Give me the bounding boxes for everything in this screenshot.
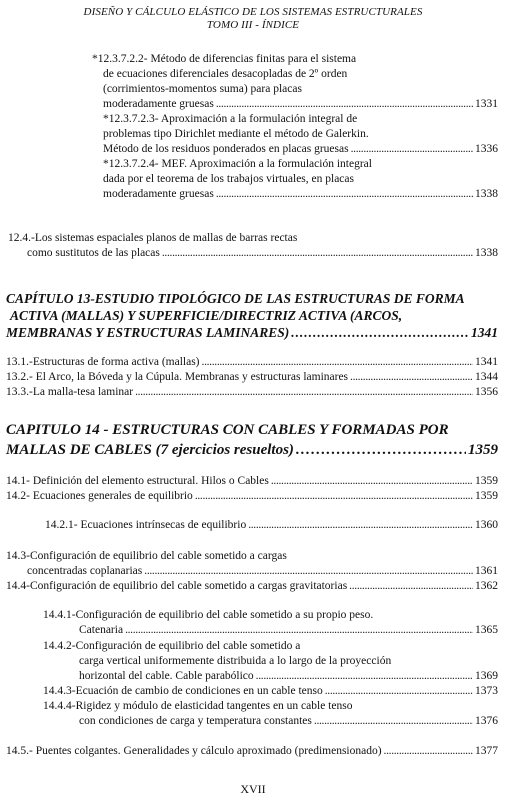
toc-page-number: 1359 <box>475 490 498 502</box>
footer-page-number: XVII <box>240 782 266 796</box>
leader-dots <box>135 385 473 399</box>
chapter-title: MALLAS DE CABLES (7 ejercicios resueltos) <box>6 442 294 458</box>
toc-page-number: 1369 <box>475 670 498 682</box>
leader-dots <box>349 579 473 593</box>
toc-entry-text: 14.2.1- Ecuaciones intrínsecas de equilibrio <box>45 519 247 531</box>
toc-entry-text: 13.3.-La malla-tesa laminar <box>6 386 134 398</box>
toc-entry-text: 14.3-Configuración de equilibrio del cable sometido a cargas <box>6 550 287 562</box>
toc-entry-text: dada por el teorema de los trabajos virtuales, en placas <box>103 173 354 185</box>
leader-dots <box>216 187 473 201</box>
leader-dots <box>256 669 473 683</box>
toc-entry <box>43 684 498 698</box>
toc-entry-text: 14.5.- Puentes colgantes. Generalidades y cálculo aproximado (predimensionado) <box>6 745 382 757</box>
toc-entry-text: Método de los residuos ponderados en placas gruesas <box>103 143 349 155</box>
toc-entry-text: *12.3.7.2.3- Aproximación a la formulación integral de <box>103 113 358 125</box>
toc-page-number: 1338 <box>475 188 498 200</box>
toc-entry-text: 13.1.-Estructuras de forma activa (mallas) <box>6 356 200 368</box>
toc-entry <box>6 579 498 593</box>
toc-page-number: 1341 <box>475 356 498 368</box>
leader-dots <box>325 684 473 698</box>
chapter-title: CAPÍTULO 13-ESTUDIO TIPOLÓGICO DE LAS ESTRUCTURAS DE FORMA <box>6 291 465 306</box>
toc-page-number: 1376 <box>475 715 498 727</box>
toc-page-number: 1338 <box>475 247 498 259</box>
header-title: DISEÑO Y CÁLCULO ELÁSTICO DE LOS SISTEMAS ESTRUCTURALES <box>83 6 423 18</box>
chapter-title: CAPITULO 14 - ESTRUCTURAS CON CABLES Y FORMADAS POR <box>6 422 449 438</box>
toc-page-number: 1336 <box>475 143 498 155</box>
toc-page-number: 1361 <box>475 565 498 577</box>
leader-dots <box>384 744 473 758</box>
toc-page-number: 1356 <box>475 386 498 398</box>
toc-entry <box>6 744 498 758</box>
toc-entry <box>6 370 498 384</box>
toc-page-number: 1373 <box>475 685 498 697</box>
toc-entry-text: (corrimientos-momentos suma) para placas <box>103 83 302 95</box>
leader-dots <box>202 355 473 369</box>
toc-entry-text: de ecuaciones diferenciales desacopladas de 2º orden <box>103 68 348 80</box>
toc-entry-text: problemas tipo Dirichlet mediante el método de Galerkin. <box>103 128 369 140</box>
toc-page-number: 1341 <box>471 325 498 340</box>
toc-entry <box>6 489 498 503</box>
toc-page-number: 1344 <box>475 371 498 383</box>
leader-dots <box>144 564 473 578</box>
leader-dots <box>296 441 466 459</box>
toc-entry-text: 14.4.2-Configuración de equilibrio del cable sometido a <box>43 640 301 652</box>
toc-entry-text: carga vertical uniformemente distribuida a lo largo de la proyección <box>79 655 392 667</box>
toc-page-number: 1377 <box>475 745 498 757</box>
toc-page-number: 1331 <box>475 98 498 110</box>
toc-entry-text: horizontal del cable. Cable parabólico <box>79 670 254 682</box>
toc-entry-text: *12.3.7.2.4- MEF. Aproximación a la formulación integral <box>103 158 372 170</box>
leader-dots <box>291 324 469 341</box>
chapter-title: MEMBRANAS Y ESTRUCTURAS LAMINARES) <box>6 325 290 340</box>
leader-dots <box>350 370 473 384</box>
toc-entry-text: 13.2.- El Arco, la Bóveda y la Cúpula. Membranas y estructuras laminares <box>6 371 349 383</box>
toc-entry-text: moderadamente gruesas <box>103 188 214 200</box>
toc-entry-text: con condiciones de carga y temperatura constantes <box>79 715 312 727</box>
leader-dots <box>351 142 473 156</box>
toc-entry-text: moderadamente gruesas <box>103 98 214 110</box>
leader-dots <box>216 97 473 111</box>
toc-entry <box>6 355 498 369</box>
toc-entry <box>6 474 498 488</box>
leader-dots <box>314 714 473 728</box>
toc-entry-text: 14.2- Ecuaciones generales de equilibrio <box>6 490 193 502</box>
header-subtitle: TOMO III - ÍNDICE <box>206 19 300 31</box>
leader-dots <box>195 489 473 503</box>
toc-entry-text: 14.4.1-Configuración de equilibrio del cable sometido a su propio peso. <box>43 609 374 621</box>
toc-entry-text: *12.3.7.2.2- Método de diferencias finitas para el sistema <box>92 53 357 65</box>
toc-entry-text: 14.4.4-Rigidez y módulo de elasticidad tangentes en un cable tenso <box>43 700 353 712</box>
toc-page-number: 1365 <box>475 624 498 636</box>
leader-dots <box>248 518 473 532</box>
toc-entry-text: como sustitutos de las placas <box>27 247 160 259</box>
toc-page-number: 1360 <box>475 519 498 531</box>
toc-entry-text: 12.4.-Los sistemas espaciales planos de mallas de barras rectas <box>8 232 298 244</box>
toc-page-number: 1359 <box>475 475 498 487</box>
toc-entry-text: 14.1- Definición del elemento estructural. Hilos o Cables <box>6 475 269 487</box>
toc-entry <box>6 385 498 399</box>
leader-dots <box>125 623 473 637</box>
leader-dots <box>271 474 473 488</box>
toc-entry-text: 14.4-Configuración de equilibrio del cable sometido a cargas gravitatorias <box>6 580 348 592</box>
toc-entry-text: concentradas coplanarias <box>27 565 143 577</box>
toc-entry <box>45 518 498 532</box>
toc-entry-text: Catenaria <box>79 624 124 636</box>
chapter-title: ACTIVA (MALLAS) Y SUPERFICIE/DIRECTRIZ ACTIVA (ARCOS, <box>10 308 403 323</box>
toc-page-number: 1362 <box>475 580 498 592</box>
toc-page-number: 1359 <box>468 442 498 458</box>
leader-dots <box>162 246 473 260</box>
toc-entry-text: 14.4.3-Ecuación de cambio de condiciones en un cable tenso <box>43 685 323 697</box>
